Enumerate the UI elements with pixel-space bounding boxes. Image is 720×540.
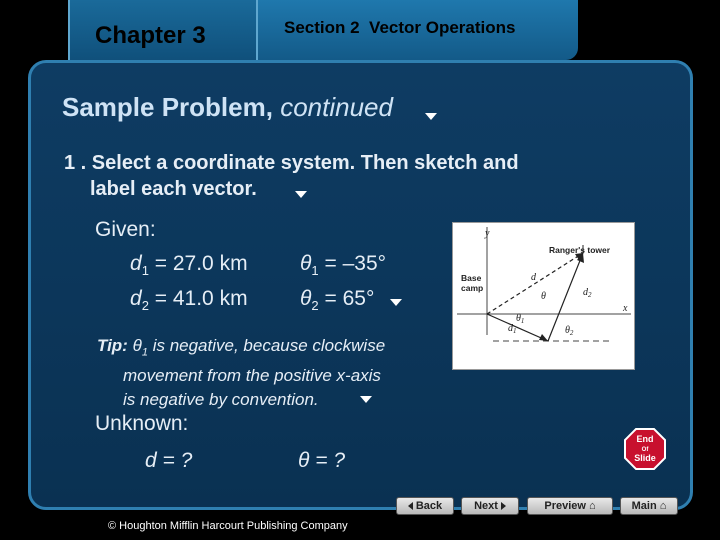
main-button[interactable]: [620, 497, 678, 515]
tip-note: [97, 334, 385, 412]
copyright-text: © Houghton Mifflin Harcourt Publishing Company: [108, 520, 348, 532]
d1-sub: 1: [141, 263, 149, 279]
tip-arrow-icon: [360, 396, 372, 403]
back-label: Back: [415, 500, 443, 512]
d2-value: = 41.0 km: [154, 287, 248, 310]
theta1-symbol: θ: [300, 252, 312, 275]
main-label: Main: [631, 500, 657, 512]
theta1-sub: 1: [311, 263, 319, 279]
theta2-symbol: θ: [300, 287, 312, 310]
diagram-base-label-2: camp: [461, 283, 484, 293]
step-instruction: [64, 150, 519, 202]
given-theta1: [300, 252, 386, 278]
end-badge-line-3: Slide: [634, 453, 656, 463]
back-button[interactable]: [396, 497, 454, 515]
given-d1: [130, 252, 248, 278]
tip-line-3: is negative by convention.: [123, 390, 319, 410]
diagram-y-label: y: [485, 228, 490, 239]
vector-diagram-svg: [453, 223, 634, 369]
tip-line1-rest: is negative, because clockwise: [152, 336, 386, 355]
chapter-label: Chapter 3: [95, 22, 206, 49]
given-theta2: [300, 287, 374, 313]
d2-symbol: d: [130, 287, 142, 310]
unknown-theta: θ = ?: [298, 449, 346, 472]
theta1-value: = –35°: [324, 252, 387, 275]
diagram-base-label-1: Base: [461, 273, 482, 283]
title-main: Sample Problem,: [62, 92, 273, 122]
vector-diagram: [452, 222, 635, 370]
d1-arrowhead: [539, 334, 548, 341]
d2-sub: 2: [141, 298, 149, 314]
next-button[interactable]: [461, 497, 519, 515]
diagram-d2-label: $d_2$: [583, 287, 592, 299]
d1-value: = 27.0 km: [154, 252, 248, 275]
next-label: Next: [474, 500, 498, 512]
tip-theta-sub: 1: [141, 346, 148, 359]
unknown-d: d = ?: [145, 449, 193, 472]
slide-title: [62, 92, 393, 123]
home-icon: ⌂: [659, 500, 667, 512]
end-badge-line-1: End: [636, 434, 654, 444]
diagram-theta2-label: $\theta_2$: [565, 325, 574, 337]
back-arrow-icon: [408, 502, 413, 510]
diagram-x-label: x: [623, 303, 628, 314]
end-of-slide-svg: [624, 428, 666, 470]
tip-line-2: movement from the positive x-axis: [123, 366, 381, 386]
home-icon: ⌂: [588, 500, 596, 512]
tip-line-1: [97, 334, 385, 364]
unknown-label: Unknown:: [95, 412, 189, 435]
given-arrow-icon: [390, 299, 402, 306]
diagram-d-label: d: [531, 272, 536, 283]
theta2-sub: 2: [311, 298, 319, 314]
section-label: Section 2: [284, 18, 360, 37]
end-of-slide-icon[interactable]: [624, 428, 666, 470]
next-arrow-icon: [501, 502, 506, 510]
given-label: Given:: [95, 218, 156, 241]
preview-label: Preview: [544, 500, 586, 512]
diagram-theta1-label: $\theta_1$: [516, 313, 525, 325]
given-d2: [130, 287, 248, 313]
theta2-value: = 65°: [324, 287, 375, 310]
preview-button[interactable]: [527, 497, 613, 515]
step-arrow-icon: [295, 191, 307, 198]
tip-label: Tip:: [97, 336, 128, 355]
end-badge-line-2: Of: [641, 447, 649, 453]
section-title: Vector Operations: [369, 18, 516, 37]
step-line-1: 1 . Select a coordinate system. Then sketch and: [64, 152, 519, 174]
diagram-tower-label: Ranger's tower: [549, 245, 611, 255]
d1-symbol: d: [130, 252, 142, 275]
title-continued: continued: [280, 92, 393, 122]
section-heading: [284, 18, 515, 38]
diagram-theta-label: θ: [541, 291, 546, 302]
resultant-vector: [487, 253, 583, 314]
title-arrow-icon: [425, 113, 437, 120]
step-line-2: label each vector.: [90, 178, 257, 200]
diagram-d1-label: $d_1$: [508, 323, 517, 335]
tip-theta: θ: [132, 336, 142, 355]
